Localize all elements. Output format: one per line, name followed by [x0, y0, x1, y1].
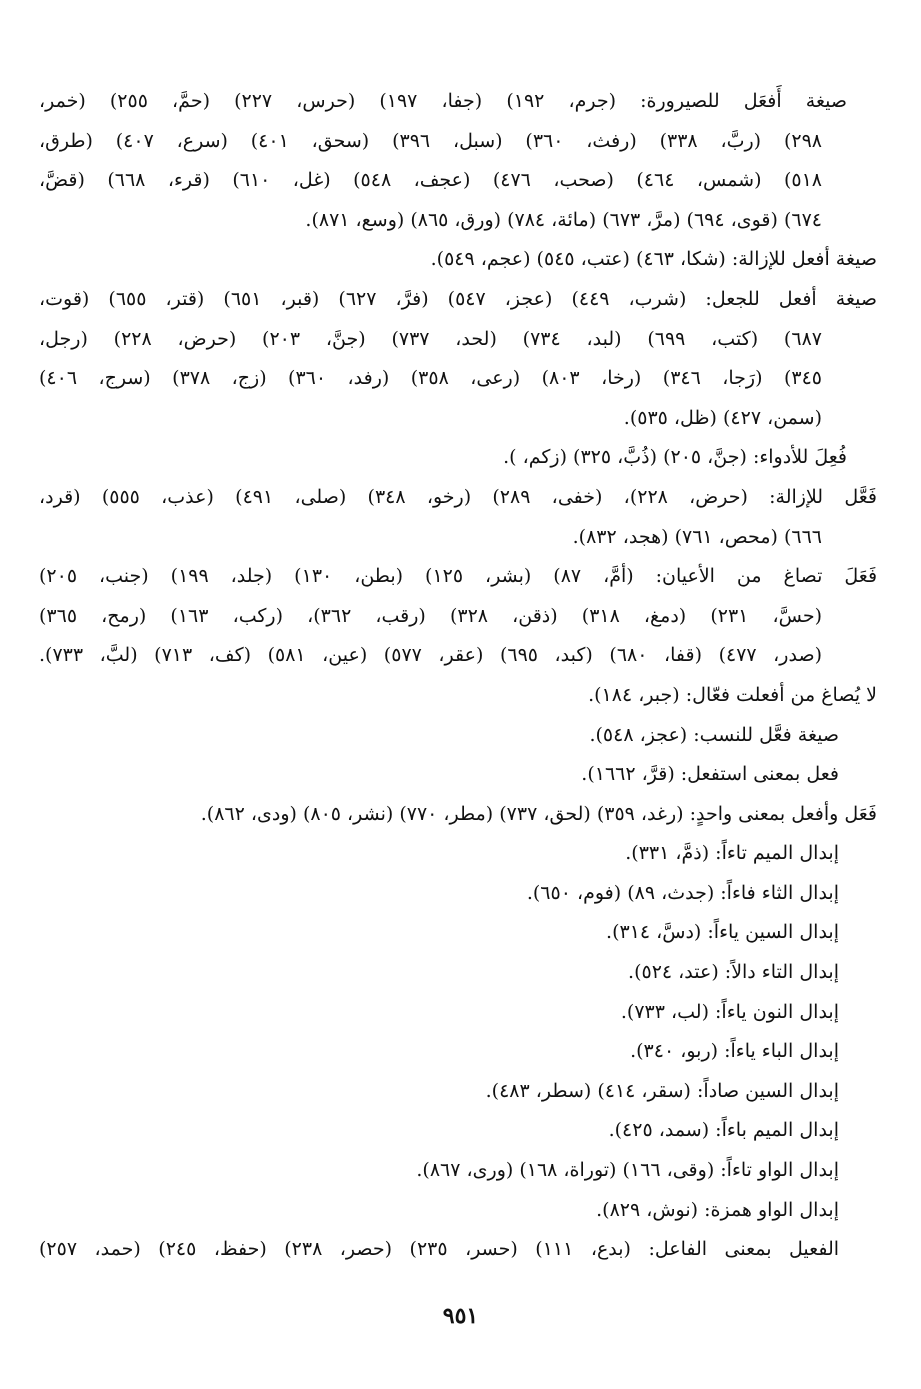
page-number: ٩٥١ — [442, 1303, 479, 1329]
index-line: فُعِلَ للأدواء: (جنَّ، ٢٠٥) (ذُبَّ، ٣٢٥) (زكم، ). — [503, 446, 847, 469]
index-line: فَعَّل للإزالة: (حرض، ٢٢٨)، (خفى، ٢٨٩) (رخو، ٣٤٨) (صلى، ٤٩١) (عذب، ٥٥٥) (قرد، — [39, 485, 877, 508]
index-line: صيغة أفعل للإزالة: (شكا، ٤٦٣) (عتب، ٥٤٥) (عجم، ٥٤٩). — [430, 248, 877, 271]
index-line: (حسَّ، ٢٣١) (دمغ، ٣١٨) (ذقن، ٣٢٨) (رقب، ٣٦٢)، (ركب، ١٦٣) (رمح، ٣٦٥) — [39, 604, 822, 627]
index-line: إبدال الثاء فاءاً: (جدث، ٨٩) (فوم، ٦٥٠). — [526, 881, 839, 904]
index-line: الفعيل بمعنى الفاعل: (بدع، ١١١) (حسر، ٢٣٥) (حصر، ٢٣٨) (حفظ، ٢٤٥) (حمد، ٢٥٧) — [39, 1238, 840, 1261]
index-line: (صدر، ٤٧٧) (قفا، ٦٨٠) (كبد، ٦٩٥) (عقر، ٥٧٧) (عين، ٥٨١) (كف، ٧١٣) (لبَّ، ٧٣٣). — [39, 644, 823, 667]
index-line: ٦٦٦) (محص، ٧٦١) (هجد، ٨٣٢). — [572, 525, 822, 548]
index-entries — [39, 82, 877, 1270]
index-line: (سمن، ٤٢٧) (ظل، ٥٣٥). — [623, 406, 822, 429]
index-line: ٢٩٨) (ربَّ، ٣٣٨) (رفث، ٣٦٠) (سبل، ٣٩٦) (سحق، ٤٠١) (سرع، ٤٠٧) (طرق، — [39, 129, 822, 152]
index-line: صيغة أفعل للجعل: (شرب، ٤٤٩) (عجز، ٥٤٧) (فرَّ، ٦٢٧) (قبر، ٦٥١) (قتر، ٦٥٥) (قوت، — [39, 287, 877, 310]
index-line: لا يُصاغ من أفعلت فعّال: (جبر، ١٨٤). — [588, 683, 877, 706]
index-line: فَعَلَ تصاغ من الأعيان: (أمَّ، ٨٧) (بشر، ١٢٥) (بطن، ١٣٠) (جلد، ١٩٩) (جنب، ٢٠٥) — [39, 565, 877, 588]
index-line: إبدال النون ياءاً: (لب، ٧٣٣). — [620, 1000, 839, 1023]
index-line: ٦٨٧) (كتب، ٦٩٩) (لبد، ٧٣٤) (لحد، ٧٣٧) (جنَّ، ٢٠٣) (حرض، ٢٢٨) (رجل، — [39, 327, 822, 350]
index-line: إبدال السين ياءاً: (دسَّ، ٣١٤). — [606, 921, 839, 944]
index-line: فعل بمعنى استفعل: (قرَّ، ١٦٦٢). — [581, 763, 839, 786]
index-line: إبدال الباء ياءاً: (ربو، ٣٤٠). — [630, 1040, 839, 1063]
index-line: إبدال الميم باءاً: (سمد، ٤٢٥). — [608, 1119, 839, 1142]
index-line: إبدال الميم تاءاً: (ذمَّ، ٣٣١). — [625, 842, 839, 865]
index-line: ٥١٨) (شمس، ٤٦٤) (صحب، ٤٧٦) (عجف، ٥٤٨) (غل، ٦١٠) (قرء، ٦٦٨) (قضَّ، — [39, 169, 822, 192]
index-line: إبدال السين صاداً: (سقر، ٤١٤) (سطر، ٤٨٣). — [485, 1079, 839, 1102]
index-line: صيغة فعَّل للنسب: (عجز، ٥٤٨). — [589, 723, 839, 746]
index-line: ٣٤٥) (رَجا، ٣٤٦) (رخا، ٨٠٣) (رعى، ٣٥٨) (رفد، ٣٦٠) (زج، ٣٧٨) (سرج، ٤٠٦) — [39, 367, 822, 390]
index-line: ٦٧٤) (قوى، ٦٩٤) (مرَّ، ٦٧٣) (مائة، ٧٨٤) (ورق، ٨٦٥) (وسع، ٨٧١). — [305, 208, 822, 231]
index-line: إبدال التاء دالاً: (عتد، ٥٢٤). — [628, 961, 839, 984]
index-line: صيغة أَفعَل للصيرورة: (جرم، ١٩٢) (جفا، ١٩٧) (حرس، ٢٢٧) (حمَّ، ٢٥٥) (خمر، — [39, 90, 847, 112]
index-line: إبدال الواو تاءاً: (وقى، ١٦٦) (توراة، ١٦٨) (ورى، ٨٦٧). — [416, 1159, 839, 1182]
index-line: إبدال الواو همزة: (نوش، ٨٢٩). — [596, 1198, 839, 1221]
index-line: فَعَل وأفعل بمعنى واحدٍ: (رغد، ٣٥٩) (لحق، ٧٣٧) (مطر، ٧٧٠) (نشر، ٨٠٥) (ودى، ٨٦٢). — [200, 802, 877, 825]
